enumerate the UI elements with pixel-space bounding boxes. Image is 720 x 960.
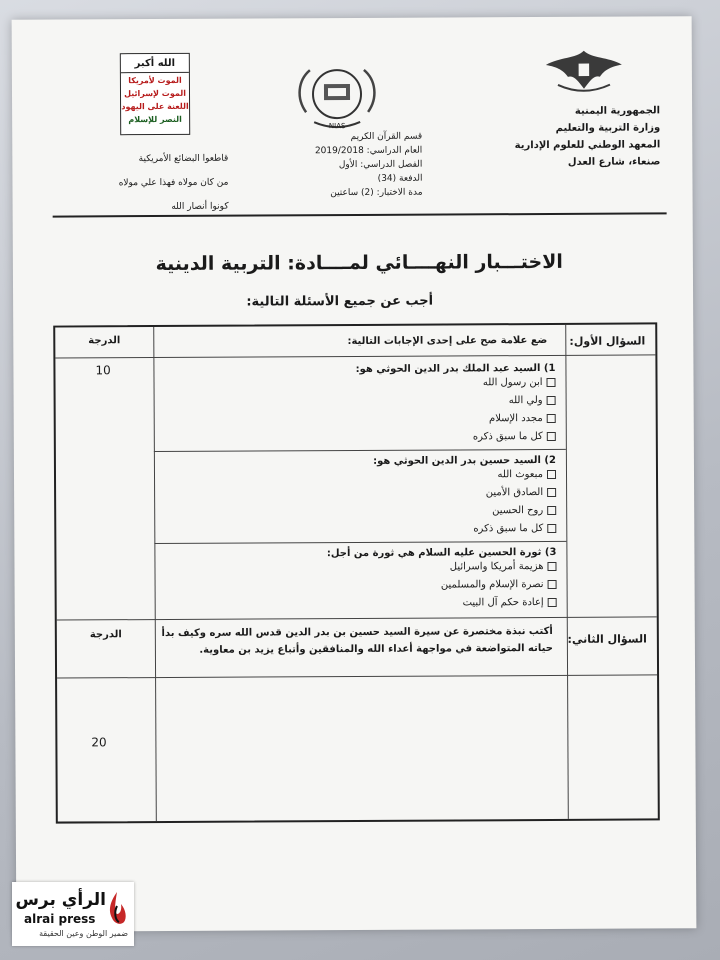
checkbox-icon[interactable]	[547, 505, 556, 514]
q2-score: 20	[91, 735, 107, 750]
q2-label: السؤال الثاني:	[567, 632, 647, 646]
header-center-line: العام الدراسي: 2019/2018	[314, 145, 423, 157]
header-left-block	[68, 147, 228, 220]
option-label: مبعوث الله	[497, 469, 544, 481]
table-row-divider	[154, 449, 566, 452]
header-right-line: المعهد الوطني للعلوم الإدارية	[514, 139, 661, 152]
header-center-line: الفصل الدراسي: الأول	[338, 159, 423, 171]
question-item-title: 1) السيد عبد الملك بدر الدين الحوثي هو:	[355, 362, 556, 375]
slogan-line: الموت لإسرائيل	[124, 88, 186, 99]
question-item-title: 2) السيد حسين بدر الدين الحوثي هو:	[373, 454, 556, 467]
checkbox-icon[interactable]	[547, 487, 556, 496]
header-left-line: من كان مولاه فهذا علي مولاه	[118, 177, 229, 189]
question-item	[156, 547, 556, 614]
header-center-line: قسم القرآن الكريم	[350, 131, 423, 143]
header-center-line: الدفعة (34)	[377, 173, 423, 184]
option-row[interactable]	[156, 466, 556, 486]
q1-instruction: ضع علامة صح على إحدى الإجابات التالية:	[347, 334, 548, 348]
checkbox-icon[interactable]	[548, 597, 557, 606]
checkbox-icon[interactable]	[547, 431, 556, 440]
option-label: كل ما سبق ذكره	[472, 431, 543, 443]
header-right-block	[490, 102, 660, 171]
option-row[interactable]	[156, 392, 556, 412]
q2-text	[149, 623, 553, 659]
option-row[interactable]	[157, 576, 557, 596]
option-row[interactable]	[156, 558, 556, 578]
logo-name-en: alrai press	[24, 912, 96, 926]
option-label: مجدد الإسلام	[488, 413, 543, 425]
option-row[interactable]	[156, 484, 556, 504]
option-row[interactable]	[156, 502, 556, 522]
table-row-divider	[154, 541, 566, 544]
slogan-line: النصر للإسلام	[128, 114, 182, 125]
checkbox-icon[interactable]	[547, 395, 556, 404]
questions-table	[53, 322, 660, 823]
checkbox-icon[interactable]	[547, 413, 556, 422]
logo-tagline: ضمير الوطن وعين الحقيقة	[39, 929, 128, 938]
question-item-title: 3) ثورة الحسين عليه السلام هي ثورة من أجل:	[326, 546, 557, 560]
checkbox-icon[interactable]	[546, 377, 555, 386]
header-right-line: وزارة التربية والتعليم	[555, 122, 661, 134]
q1-score: 10	[95, 363, 111, 378]
option-label: كل ما سبق ذكره	[473, 523, 544, 535]
option-row[interactable]	[156, 520, 556, 540]
option-label: نصرة الإسلام والمسلمين	[440, 579, 544, 591]
question-item	[156, 455, 556, 540]
header-left-line: كونوا أنصار الله	[171, 201, 229, 212]
exam-instruction: أجب عن جميع الأسئلة التالية:	[246, 293, 434, 310]
header-right-line: الجمهورية اليمنية	[574, 105, 661, 117]
header-center-block	[272, 130, 422, 201]
header-left-line: قاطعوا البضائع الأمريكية	[138, 153, 229, 165]
slogan-line: الموت لأمريكا	[128, 75, 182, 86]
option-row[interactable]	[156, 428, 556, 448]
slogan-box	[120, 53, 190, 135]
q1-degree-label: الدرجة	[88, 335, 121, 347]
exam-paper	[12, 16, 697, 932]
yemen-eagle-emblem-icon	[538, 45, 630, 95]
slogan-line: الله أكبر	[121, 57, 189, 73]
option-row[interactable]	[156, 410, 556, 430]
q2-text-line: أكتب نبذة مختصرة عن سيرة السيد حسين بن بدر الدين قدس الله سره وكيف بدأ	[161, 625, 553, 640]
q2-text-line: حياته المتواضعة في مواجهة أعداء الله والمنافقين وأتباع يزيد بن معاوية.	[199, 642, 553, 656]
option-label: هزيمة أمريكا واسرائيل	[449, 561, 544, 573]
alrai-press-logo	[12, 882, 134, 946]
checkbox-icon[interactable]	[547, 469, 556, 478]
checkbox-icon[interactable]	[547, 523, 556, 532]
checkbox-icon[interactable]	[548, 579, 557, 588]
emblem-text: NIAS	[328, 122, 346, 131]
institute-emblem-icon	[292, 62, 382, 136]
q2-degree-label: الدرجة	[89, 629, 122, 641]
option-label: روح الحسين	[492, 505, 544, 517]
logo-name-ar: الرأي برس	[15, 890, 106, 910]
table-col-divider	[565, 325, 569, 819]
option-label: ولي الله	[508, 395, 543, 407]
option-label: إعادة حكم آل البيت	[462, 597, 544, 609]
exam-title: الاختـــبار النهــــائي لمــــادة: التربية الدينية	[155, 250, 563, 276]
slogan-line: اللعنة على اليهود	[121, 101, 189, 112]
option-label: ابن رسول الله	[482, 377, 543, 389]
flame-logo-icon	[106, 890, 128, 928]
header-center-line: مدة الاختبار: (2) ساعتين	[330, 187, 423, 199]
option-label: الصادق الأمين	[485, 487, 544, 499]
header-right-line: صنعاء، شارع العدل	[567, 156, 661, 168]
option-row[interactable]	[155, 374, 555, 394]
q1-label: السؤال الأول:	[569, 334, 646, 348]
option-row[interactable]	[157, 594, 557, 614]
checkbox-icon[interactable]	[547, 561, 556, 570]
question-item	[155, 363, 555, 448]
q2-answer-area[interactable]	[157, 677, 566, 821]
